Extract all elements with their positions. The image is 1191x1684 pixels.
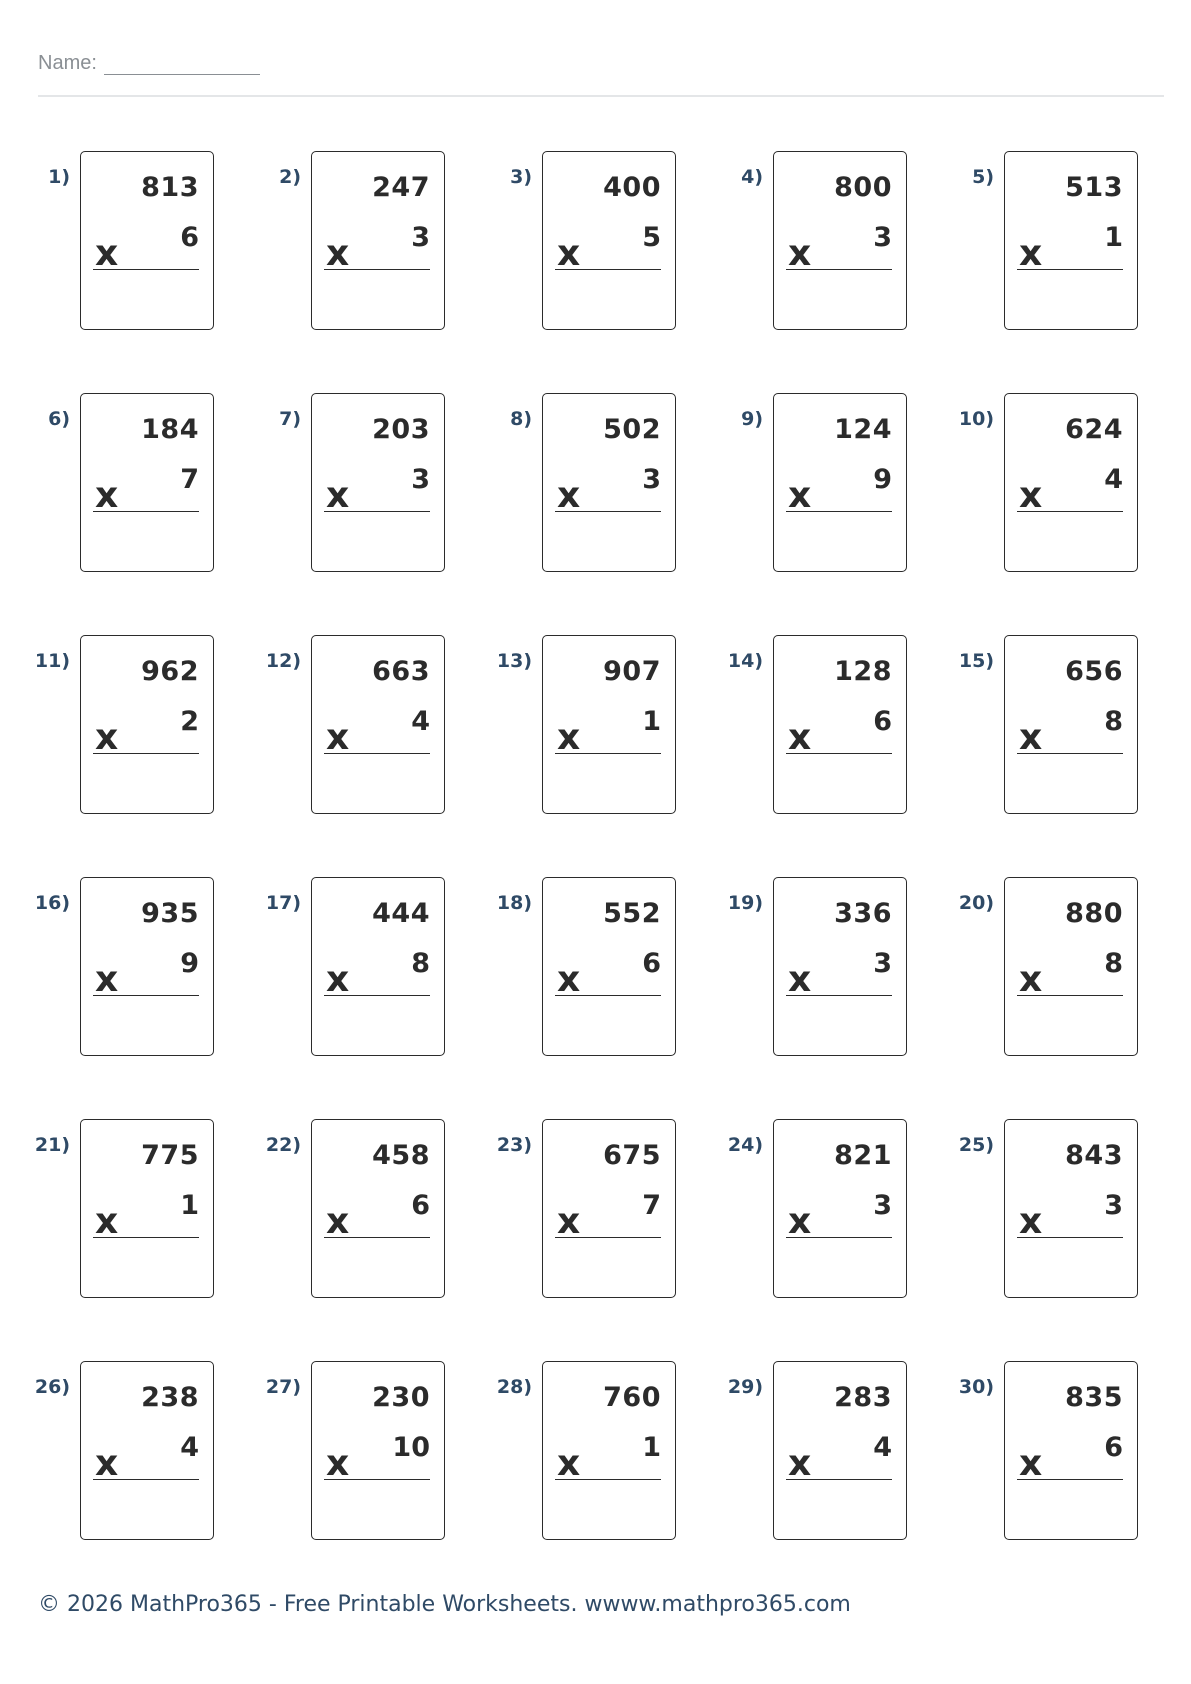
answer-line	[93, 753, 199, 754]
multiplier: 9	[873, 464, 892, 495]
multiply-sign: x	[788, 1443, 812, 1484]
problem-item	[693, 877, 903, 1059]
problem-number: 16)	[34, 892, 70, 914]
problem-item	[462, 877, 672, 1059]
problem-number: 23)	[496, 1134, 532, 1156]
multiplicand: 760	[603, 1382, 661, 1413]
multiply-sign: x	[95, 1443, 119, 1484]
multiply-sign: x	[326, 717, 350, 758]
problem-item	[231, 1119, 441, 1301]
problem-number: 14)	[727, 650, 763, 672]
problem-number: 25)	[958, 1134, 994, 1156]
multiplier: 3	[873, 948, 892, 979]
answer-line	[324, 511, 430, 512]
answer-line	[1017, 1237, 1123, 1238]
answer-line	[555, 753, 661, 754]
problem-item	[693, 635, 903, 817]
problem-card	[542, 1119, 676, 1298]
problem-number: 3)	[510, 166, 532, 188]
multiply-sign: x	[1019, 717, 1043, 758]
problem-item	[462, 635, 672, 817]
problem-card	[773, 1361, 907, 1540]
multiply-sign: x	[326, 1443, 350, 1484]
problem-item	[231, 635, 441, 817]
multiply-sign: x	[95, 717, 119, 758]
multiplicand: 128	[834, 656, 892, 687]
problem-card	[773, 1119, 907, 1298]
answer-line	[1017, 511, 1123, 512]
multiply-sign: x	[1019, 1201, 1043, 1242]
answer-line	[1017, 269, 1123, 270]
answer-line	[786, 1479, 892, 1480]
problem-number: 15)	[958, 650, 994, 672]
multiplicand: 502	[603, 414, 661, 445]
problem-number: 24)	[727, 1134, 763, 1156]
multiplier: 5	[642, 222, 661, 253]
problem-card	[311, 635, 445, 814]
multiplier: 7	[180, 464, 199, 495]
problem-number: 12)	[265, 650, 301, 672]
answer-line	[324, 753, 430, 754]
multiplicand: 124	[834, 414, 892, 445]
multiply-sign: x	[95, 959, 119, 1000]
problem-number: 28)	[496, 1376, 532, 1398]
problem-card	[311, 877, 445, 1056]
answer-line	[324, 1237, 430, 1238]
multiplier: 4	[873, 1432, 892, 1463]
problem-item	[924, 1119, 1134, 1301]
multiply-sign: x	[95, 1201, 119, 1242]
problem-item	[231, 1361, 441, 1543]
problem-item	[924, 635, 1134, 817]
problem-item	[924, 151, 1134, 333]
multiplier: 3	[1104, 1190, 1123, 1221]
problem-card	[311, 1119, 445, 1298]
multiply-sign: x	[326, 1201, 350, 1242]
problem-number: 5)	[972, 166, 994, 188]
problem-card	[542, 877, 676, 1056]
multiply-sign: x	[788, 1201, 812, 1242]
answer-line	[786, 753, 892, 754]
multiplicand: 400	[603, 172, 661, 203]
multiply-sign: x	[788, 233, 812, 274]
problem-card	[1004, 1119, 1138, 1298]
multiply-sign: x	[326, 475, 350, 516]
problem-number: 18)	[496, 892, 532, 914]
multiplicand: 203	[372, 414, 430, 445]
multiplier: 3	[411, 464, 430, 495]
answer-line	[93, 1237, 199, 1238]
problem-item	[924, 1361, 1134, 1543]
problem-number: 19)	[727, 892, 763, 914]
multiplier: 4	[411, 706, 430, 737]
problem-card	[542, 1361, 676, 1540]
multiplicand: 444	[372, 898, 430, 929]
multiply-sign: x	[557, 959, 581, 1000]
multiply-sign: x	[95, 475, 119, 516]
problem-item	[0, 1119, 210, 1301]
multiplicand: 656	[1065, 656, 1123, 687]
multiplier: 1	[642, 1432, 661, 1463]
answer-line	[324, 269, 430, 270]
problem-card	[773, 635, 907, 814]
multiplier: 6	[873, 706, 892, 737]
multiply-sign: x	[95, 233, 119, 274]
answer-line	[324, 995, 430, 996]
problem-number: 2)	[279, 166, 301, 188]
multiplier: 9	[180, 948, 199, 979]
problem-item	[924, 877, 1134, 1059]
problem-card	[773, 877, 907, 1056]
problem-card	[1004, 393, 1138, 572]
problem-card	[311, 151, 445, 330]
multiplier: 1	[642, 706, 661, 737]
multiply-sign: x	[326, 959, 350, 1000]
multiplier: 6	[642, 948, 661, 979]
multiplicand: 184	[141, 414, 199, 445]
problem-card	[80, 393, 214, 572]
multiply-sign: x	[788, 475, 812, 516]
answer-line	[93, 511, 199, 512]
multiply-sign: x	[788, 959, 812, 1000]
multiply-sign: x	[788, 717, 812, 758]
multiplier: 4	[1104, 464, 1123, 495]
problem-item	[693, 393, 903, 575]
answer-line	[555, 995, 661, 996]
multiplicand: 230	[372, 1382, 430, 1413]
multiplier: 6	[411, 1190, 430, 1221]
multiplier: 3	[411, 222, 430, 253]
problem-item	[231, 877, 441, 1059]
problem-number: 13)	[496, 650, 532, 672]
answer-line	[555, 269, 661, 270]
multiplicand: 552	[603, 898, 661, 929]
multiplier: 3	[873, 222, 892, 253]
name-label: Name:	[38, 52, 97, 74]
multiply-sign: x	[1019, 1443, 1043, 1484]
problem-item	[693, 1361, 903, 1543]
answer-line	[786, 511, 892, 512]
multiplicand: 813	[141, 172, 199, 203]
multiply-sign: x	[326, 233, 350, 274]
problem-item	[0, 635, 210, 817]
problem-card	[773, 151, 907, 330]
problem-item	[231, 151, 441, 333]
multiplicand: 775	[141, 1140, 199, 1171]
multiplicand: 675	[603, 1140, 661, 1171]
multiplier: 8	[1104, 948, 1123, 979]
multiplicand: 336	[834, 898, 892, 929]
problem-number: 7)	[279, 408, 301, 430]
problem-item	[693, 1119, 903, 1301]
problem-item	[924, 393, 1134, 575]
problem-number: 8)	[510, 408, 532, 430]
problem-item	[462, 393, 672, 575]
answer-line	[555, 511, 661, 512]
multiplicand: 843	[1065, 1140, 1123, 1171]
problem-item	[693, 151, 903, 333]
answer-line	[1017, 995, 1123, 996]
answer-line	[93, 995, 199, 996]
problem-number: 4)	[741, 166, 763, 188]
problem-card	[1004, 1361, 1138, 1540]
multiplicand: 513	[1065, 172, 1123, 203]
multiply-sign: x	[557, 1201, 581, 1242]
answer-line	[1017, 1479, 1123, 1480]
multiplicand: 458	[372, 1140, 430, 1171]
problem-card	[80, 1361, 214, 1540]
multiplier: 7	[642, 1190, 661, 1221]
problem-card	[773, 393, 907, 572]
problem-item	[462, 1119, 672, 1301]
multiplicand: 238	[141, 1382, 199, 1413]
problem-number: 27)	[265, 1376, 301, 1398]
multiplier: 10	[392, 1432, 430, 1463]
problem-item	[462, 1361, 672, 1543]
multiplier: 1	[180, 1190, 199, 1221]
multiplicand: 283	[834, 1382, 892, 1413]
multiplicand: 247	[372, 172, 430, 203]
problem-number: 22)	[265, 1134, 301, 1156]
answer-line	[555, 1237, 661, 1238]
problem-number: 9)	[741, 408, 763, 430]
multiplier: 3	[642, 464, 661, 495]
problem-number: 17)	[265, 892, 301, 914]
multiplicand: 880	[1065, 898, 1123, 929]
problem-card	[80, 635, 214, 814]
multiplier: 1	[1104, 222, 1123, 253]
problem-item	[0, 393, 210, 575]
problem-item	[0, 877, 210, 1059]
problem-number: 1)	[48, 166, 70, 188]
answer-line	[1017, 753, 1123, 754]
answer-line	[93, 269, 199, 270]
multiply-sign: x	[557, 1443, 581, 1484]
problem-number: 6)	[48, 408, 70, 430]
multiplier: 6	[180, 222, 199, 253]
problem-number: 21)	[34, 1134, 70, 1156]
problem-number: 26)	[34, 1376, 70, 1398]
multiplicand: 835	[1065, 1382, 1123, 1413]
multiplier: 8	[1104, 706, 1123, 737]
multiply-sign: x	[557, 475, 581, 516]
multiplicand: 800	[834, 172, 892, 203]
multiply-sign: x	[557, 233, 581, 274]
problem-card	[542, 393, 676, 572]
problem-card	[1004, 877, 1138, 1056]
problem-number: 20)	[958, 892, 994, 914]
answer-line	[786, 269, 892, 270]
multiply-sign: x	[557, 717, 581, 758]
multiplier: 2	[180, 706, 199, 737]
problem-item	[231, 393, 441, 575]
problem-item	[0, 151, 210, 333]
answer-line	[555, 1479, 661, 1480]
problem-card	[80, 1119, 214, 1298]
problem-card	[311, 1361, 445, 1540]
problem-card	[1004, 635, 1138, 814]
problem-card	[542, 635, 676, 814]
problem-card	[311, 393, 445, 572]
multiply-sign: x	[1019, 959, 1043, 1000]
problem-number: 29)	[727, 1376, 763, 1398]
multiplicand: 624	[1065, 414, 1123, 445]
multiplicand: 962	[141, 656, 199, 687]
multiplier: 6	[1104, 1432, 1123, 1463]
footer-copyright: © 2026 MathPro365 - Free Printable Worksheets. wwww.mathpro365.com	[38, 1592, 851, 1617]
multiplier: 3	[873, 1190, 892, 1221]
multiplicand: 935	[141, 898, 199, 929]
multiply-sign: x	[1019, 233, 1043, 274]
answer-line	[786, 1237, 892, 1238]
multiplier: 8	[411, 948, 430, 979]
multiply-sign: x	[1019, 475, 1043, 516]
problem-number: 10)	[958, 408, 994, 430]
problem-item	[462, 151, 672, 333]
problem-card	[80, 877, 214, 1056]
multiplier: 4	[180, 1432, 199, 1463]
multiplicand: 907	[603, 656, 661, 687]
answer-line	[324, 1479, 430, 1480]
problem-number: 30)	[958, 1376, 994, 1398]
problem-number: 11)	[34, 650, 70, 672]
problem-card	[80, 151, 214, 330]
answer-line	[786, 995, 892, 996]
multiplicand: 663	[372, 656, 430, 687]
answer-line	[93, 1479, 199, 1480]
problem-card	[542, 151, 676, 330]
problem-item	[0, 1361, 210, 1543]
problem-card	[1004, 151, 1138, 330]
multiplicand: 821	[834, 1140, 892, 1171]
